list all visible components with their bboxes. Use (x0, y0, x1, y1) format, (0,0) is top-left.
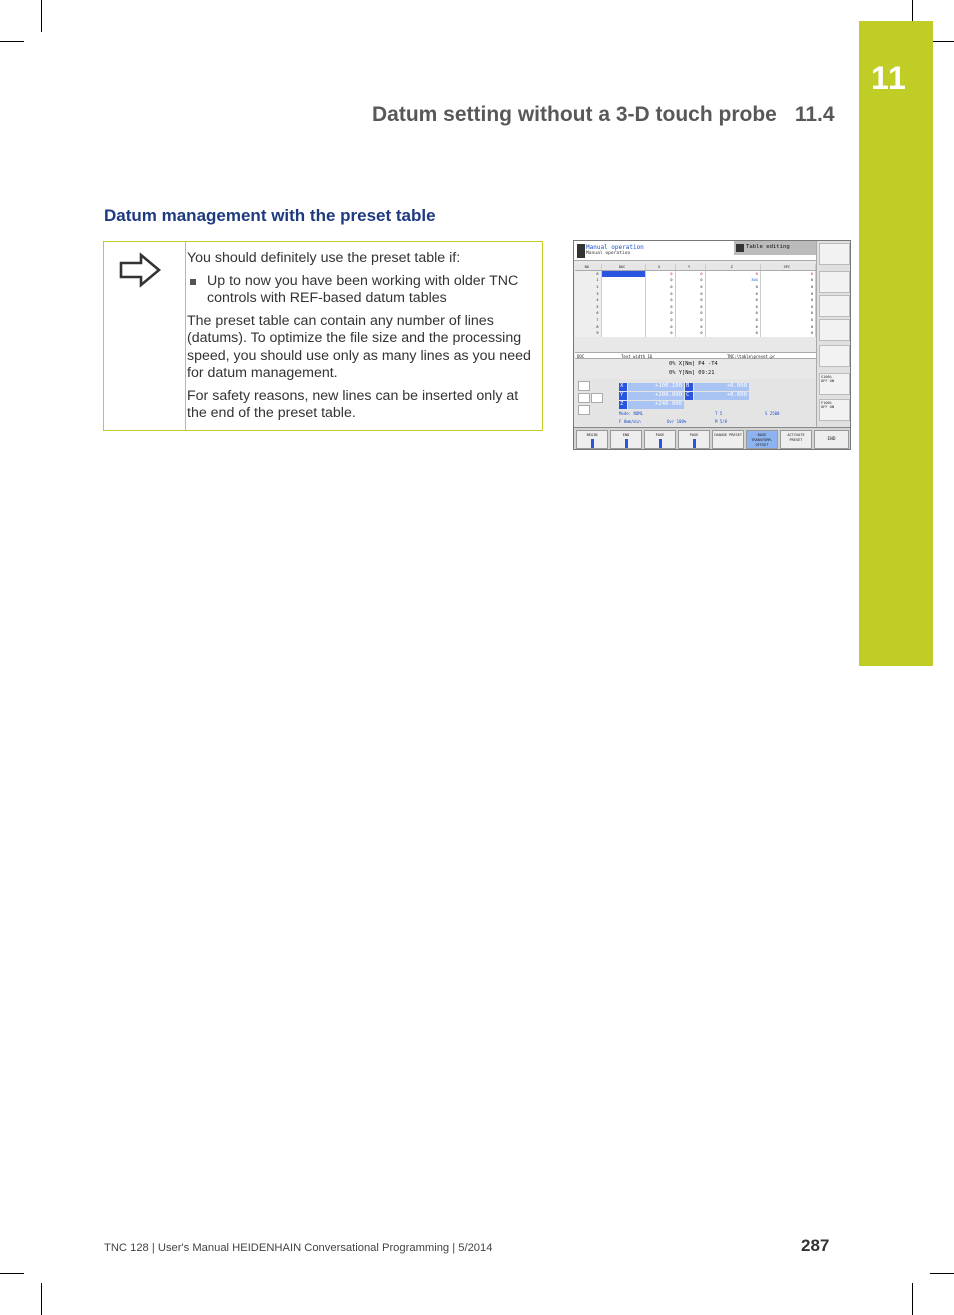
softkey-label: END (622, 433, 630, 437)
note-intro: You should definitely use the preset table if: (187, 250, 461, 266)
edit-icon (736, 244, 744, 252)
info-line: 0% Y[Nm] 09:21 (669, 370, 715, 376)
table-header-row (575, 264, 816, 271)
table-cell: 0 (675, 284, 705, 291)
feed-override[interactable] (819, 399, 850, 421)
table-cell: 4 (575, 297, 601, 304)
table-cell: 0 (705, 284, 760, 291)
axis-label: Y (619, 392, 627, 400)
table-cell: 2 (575, 284, 601, 291)
table-cell (601, 304, 645, 311)
status-field: DOC (577, 354, 585, 359)
softkey-label: PAGE (689, 433, 699, 437)
off-label: OFF (821, 379, 828, 383)
table-cell: 6 (575, 310, 601, 317)
on-label: ON (829, 405, 834, 409)
table-cell: 0 (705, 271, 760, 278)
table-status-bar (575, 352, 816, 359)
table-cell[interactable] (601, 271, 645, 278)
table-header: X (645, 264, 675, 271)
table-row[interactable] (575, 290, 816, 297)
softkey-label: BEGIN (586, 433, 598, 437)
table-cell: 0 (645, 323, 675, 330)
table-cell: 0 (675, 277, 705, 284)
tnc-header (574, 241, 816, 261)
subsection-title: Datum management with the preset table (104, 206, 436, 225)
axis-label: C (685, 392, 693, 400)
table-cell: 0 (705, 317, 760, 324)
page-number: 287 (801, 1236, 830, 1255)
crop-mark (41, 0, 42, 32)
tnc-mode: Manual operation (586, 244, 644, 251)
status-text-width: Text width 16 (621, 354, 653, 359)
note-paragraph: For safety reasons, new lines can be inserted only at the end of the preset table. (187, 387, 519, 421)
arrow-up-icon (659, 439, 662, 448)
table-cell: 0 (705, 297, 760, 304)
table-header: NO (575, 264, 601, 271)
table-cell: 0 (760, 271, 815, 278)
softkey-label: ACTIVATE PRESET (787, 433, 805, 442)
status-box (578, 405, 590, 415)
table-cell: 0 (760, 290, 815, 297)
m-function: M 5/8 (715, 419, 728, 424)
feed-value: F 0mm/min (619, 419, 641, 424)
spindle-value: S 2500 (765, 411, 780, 416)
preset-table (575, 264, 816, 337)
table-cell: 0 (675, 330, 705, 337)
section-title: Datum setting without a 3-D touch probe (372, 103, 777, 126)
table-cell: 0 (675, 271, 705, 278)
footer-text: TNC 128 | User's Manual HEIDENHAIN Conversational Programming | 5/2014 (104, 1242, 493, 1254)
table-cell: 304 (705, 277, 760, 284)
softkey-page-down[interactable] (678, 430, 710, 449)
table-header: DOC (601, 264, 645, 271)
table-cell: 0 (705, 290, 760, 297)
table-cell: 0 (705, 330, 760, 337)
list-item: Up to now you have been working with older TNC controls with REF-based datum tables (187, 273, 537, 308)
table-cell (601, 323, 645, 330)
table-cell: 8 (575, 323, 601, 330)
off-label: OFF (821, 405, 828, 409)
table-cell: 0 (760, 330, 815, 337)
softkey-label: PAGE (655, 433, 665, 437)
softkey-change-preset[interactable] (712, 430, 744, 449)
arrow-down-icon (625, 439, 628, 448)
axis-label: B (685, 383, 693, 391)
table-cell: 0 (675, 317, 705, 324)
mode-line: Mode: NOML (619, 411, 644, 416)
table-row[interactable] (575, 317, 816, 324)
table-cell: 0 (675, 310, 705, 317)
table-cell (601, 310, 645, 317)
table-cell: 0 (705, 323, 760, 330)
table-cell: 0 (645, 271, 675, 278)
table-cell: 0 (760, 284, 815, 291)
table-cell (601, 277, 645, 284)
table-cell: 0 (760, 317, 815, 324)
table-cell: 0 (645, 290, 675, 297)
table-row[interactable] (575, 330, 816, 337)
table-cell: 0 (760, 277, 815, 284)
spindle-override[interactable] (819, 373, 850, 395)
side-softkey[interactable] (819, 345, 850, 367)
table-header: Y (675, 264, 705, 271)
home-icon (591, 393, 603, 403)
softkey-label: CHANGE PRESET (713, 433, 743, 437)
table-row[interactable] (575, 271, 816, 278)
table-cell: 0 (675, 297, 705, 304)
position-display (575, 379, 816, 427)
edit-mode-label: Table editing (746, 244, 790, 250)
table-cell: 0 (705, 310, 760, 317)
table-cell: 0 (645, 284, 675, 291)
note-paragraph: The preset table can contain any number of lines (datums). To optimize the file size and the processing speed, you should use only as many lines as you need for datum management. (187, 312, 531, 381)
f100-label: F100% (821, 401, 832, 405)
axis-label: X (619, 383, 627, 391)
table-cell: 0 (645, 277, 675, 284)
s100-label: S100% (821, 375, 832, 379)
chapter-number: 11 (871, 60, 907, 96)
crop-mark (0, 1273, 24, 1274)
softkey-activate-preset[interactable] (780, 430, 812, 449)
section-number: 11.4 (794, 103, 835, 126)
axis-value: +100.100 (628, 383, 684, 391)
softkey-page-up[interactable] (644, 430, 676, 449)
axis-value: +240.000 (628, 401, 684, 409)
crop-mark (930, 1273, 954, 1274)
table-cell: 0 (760, 304, 815, 311)
arrow-down-icon (693, 439, 696, 448)
arrow-up-icon (591, 439, 594, 448)
axis-label: Z (619, 401, 627, 409)
crop-mark (41, 1283, 42, 1315)
table-row[interactable] (575, 310, 816, 317)
table-cell: 0 (705, 304, 760, 311)
table-cell: 3 (575, 290, 601, 297)
crop-mark (930, 41, 954, 42)
table-cell (601, 317, 645, 324)
table-cell (601, 284, 645, 291)
table-cell: 9 (575, 330, 601, 337)
softkey-end[interactable] (610, 430, 642, 449)
section-header (372, 103, 835, 127)
side-softkey[interactable] (819, 271, 850, 293)
table-header: SPC (760, 264, 815, 271)
table-cell: 0 (645, 330, 675, 337)
note-text (187, 250, 537, 428)
crop-mark (0, 41, 24, 42)
status-box (578, 393, 590, 403)
table-cell: 0 (675, 323, 705, 330)
info-line: 0% X[Nm] P4 -T4 (669, 361, 718, 367)
table-cell: 1 (575, 277, 601, 284)
tnc-screenshot (573, 240, 851, 450)
table-cell: 0 (675, 304, 705, 311)
tool-value: T 5 (715, 411, 723, 416)
tnc-edit-mode (734, 241, 816, 255)
softkey-end-table[interactable] (814, 430, 849, 449)
table-row[interactable] (575, 323, 816, 330)
status-file-path: TNC:\table\preset.pr (727, 354, 776, 359)
table-cell: 0 (645, 297, 675, 304)
table-cell: 0 (760, 297, 815, 304)
table-cell (601, 330, 645, 337)
axis-value: +0.000 (694, 383, 749, 391)
table-row[interactable] (575, 277, 816, 284)
axis-value: +0.000 (694, 392, 749, 400)
table-cell (601, 290, 645, 297)
status-box (578, 381, 590, 391)
axis-value: +200.000 (628, 392, 684, 400)
softkey-label: END (827, 437, 836, 442)
table-cell (601, 297, 645, 304)
tnc-submode: Manual operation (586, 251, 631, 256)
on-label: ON (829, 379, 834, 383)
side-softkey[interactable] (819, 319, 850, 341)
table-cell: 0 (575, 271, 601, 278)
arrow-right-icon (117, 251, 163, 289)
table-cell: 0 (645, 310, 675, 317)
table-cell: 0 (760, 323, 815, 330)
table-cell: 7 (575, 317, 601, 324)
note-bullet-list (187, 273, 537, 308)
table-cell: 5 (575, 304, 601, 311)
table-cell: 0 (675, 290, 705, 297)
crop-mark (912, 0, 913, 22)
side-softkeys (816, 241, 851, 427)
softkey-base-transform[interactable] (746, 430, 778, 449)
side-softkey[interactable] (819, 295, 850, 317)
note-divider (185, 241, 186, 431)
table-cell: 0 (760, 310, 815, 317)
tnc-info (669, 360, 718, 378)
chapter-tab (859, 21, 933, 666)
clock-icon[interactable] (819, 243, 850, 265)
table-row[interactable] (575, 304, 816, 311)
table-row[interactable] (575, 284, 816, 291)
mode-icon (577, 244, 585, 258)
override-value: Ovr 100% (667, 419, 687, 424)
softkey-bar (574, 427, 851, 450)
table-row[interactable] (575, 297, 816, 304)
softkey-label: BASE TRANSFORM. OFFSET (751, 433, 773, 447)
table-header: Z (705, 264, 760, 271)
table-cell: 0 (645, 317, 675, 324)
softkey-begin[interactable] (576, 430, 608, 449)
table-cell: 0 (645, 304, 675, 311)
crop-mark (912, 1283, 913, 1315)
